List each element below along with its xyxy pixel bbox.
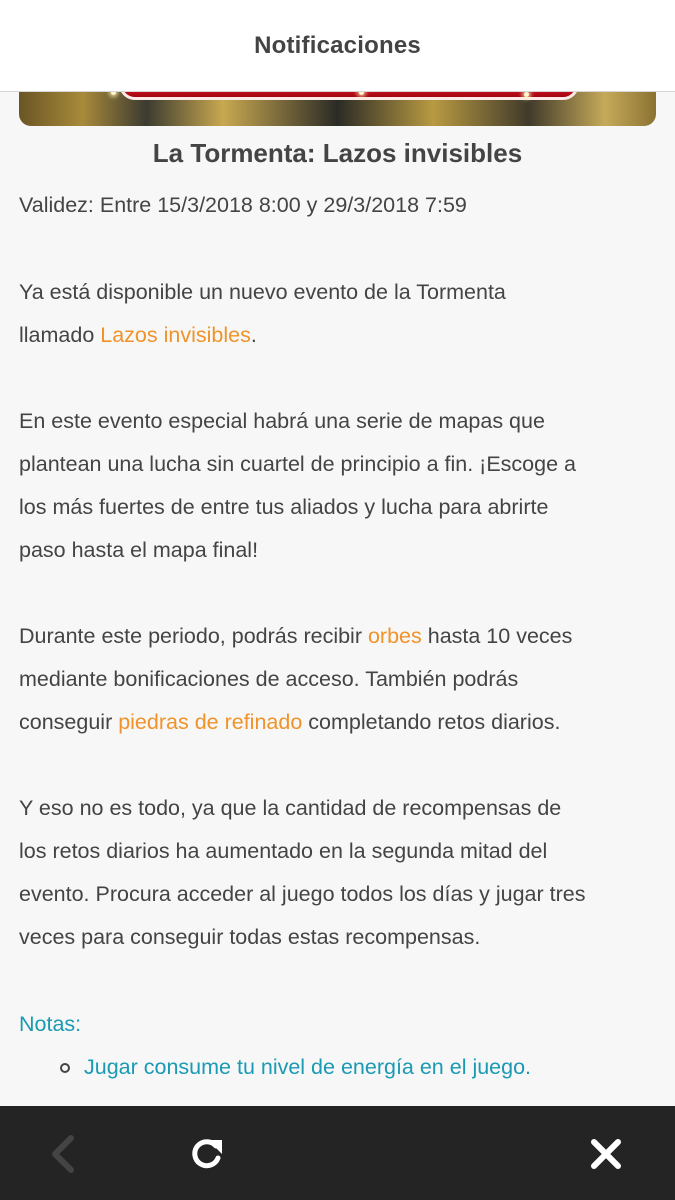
text-span: completando retos diarios. bbox=[302, 710, 561, 734]
paragraph-line: mediante bonificaciones de acceso. También podrás bbox=[19, 667, 519, 691]
paragraph-line: Ya está disponible un nuevo evento de la Tormenta bbox=[19, 280, 506, 304]
paragraph-line bbox=[19, 314, 659, 357]
paragraph-line bbox=[19, 615, 659, 658]
text-span: hasta 10 veces bbox=[421, 624, 573, 648]
paragraph-line: Y eso no es todo, ya que la cantidad de recompensas de bbox=[19, 796, 562, 820]
text-span: llamado bbox=[19, 323, 101, 347]
text-span: conseguir bbox=[19, 710, 119, 734]
notice-title: La Tormenta: Lazos invisibles bbox=[152, 138, 523, 168]
chevron-left-icon bbox=[47, 1134, 81, 1174]
lazos-invisibles-link[interactable]: Lazos invisibles bbox=[100, 323, 251, 347]
paragraph-1 bbox=[19, 271, 659, 357]
paragraph-line: los retos diarios ha aumentado en la segunda mitad del bbox=[19, 839, 548, 863]
banner-sparkle bbox=[524, 92, 529, 97]
paragraph-3 bbox=[19, 615, 659, 744]
orbes-link[interactable]: orbes bbox=[367, 624, 422, 648]
close-button[interactable] bbox=[586, 1134, 626, 1174]
piedras-de-refinado-link[interactable]: piedras de refinado bbox=[118, 710, 303, 734]
bullet-circle-icon bbox=[60, 1063, 70, 1073]
notice-content[interactable] bbox=[0, 92, 675, 1106]
refresh-button[interactable] bbox=[186, 1134, 226, 1174]
paragraph-line: los más fuertes de entre tus aliados y lucha para abrirte bbox=[19, 495, 549, 519]
paragraph-line: paso hasta el mapa final! bbox=[19, 538, 259, 562]
note-text: Jugar consume tu nivel de energía en el juego. bbox=[84, 1055, 532, 1079]
paragraph-line: plantean una lucha sin cuartel de principio a fin. ¡Escoge a bbox=[19, 452, 576, 476]
text-span: Durante este periodo, podrás recibir bbox=[19, 624, 368, 648]
paragraph-line: En este evento especial habrá una serie de mapas que bbox=[19, 409, 545, 433]
paragraph-4 bbox=[19, 787, 659, 959]
text-span: . bbox=[250, 323, 257, 347]
paragraph-line: evento. Procura acceder al juego todos los días y jugar tres bbox=[19, 882, 586, 906]
paragraph-2 bbox=[19, 400, 659, 572]
paragraph-line: veces para conseguir todas estas recompensas. bbox=[19, 925, 481, 949]
app-header bbox=[0, 0, 675, 92]
notes-label: Notas: bbox=[19, 1012, 82, 1036]
back-button[interactable] bbox=[44, 1134, 84, 1174]
refresh-icon bbox=[186, 1134, 226, 1174]
validity-text: Validez: Entre 15/3/2018 8:00 y 29/3/2018 7:59 bbox=[19, 193, 467, 217]
event-banner-image bbox=[19, 92, 656, 126]
notes-list-item bbox=[60, 1046, 531, 1089]
paragraph-line bbox=[19, 701, 659, 744]
banner-logo bbox=[119, 92, 579, 100]
header-title: Notificaciones bbox=[254, 31, 421, 59]
bottom-navigation-bar bbox=[0, 1106, 675, 1200]
close-icon bbox=[586, 1134, 626, 1174]
banner-sparkle bbox=[111, 92, 116, 95]
